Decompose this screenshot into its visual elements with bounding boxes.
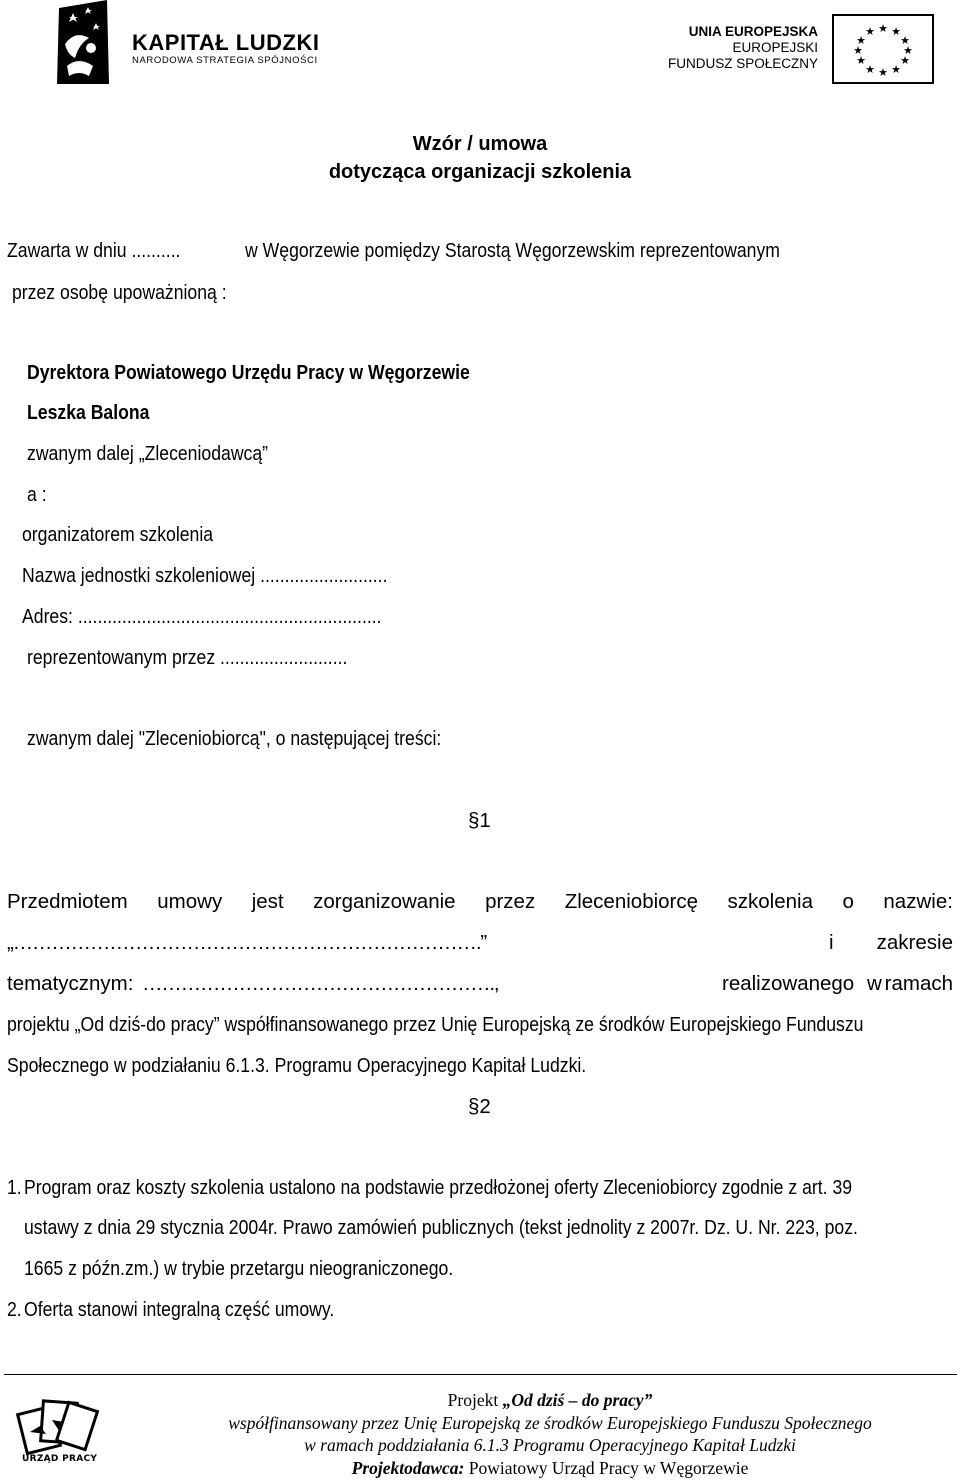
svg-text:★: ★ <box>900 34 910 47</box>
logo-right-line2: EUROPEJSKI <box>732 40 818 55</box>
logo-left-title: KAPITAŁ LUDZKI <box>132 30 320 55</box>
s1-word: tematycznym: <box>7 972 134 995</box>
section1-line3 <box>7 972 953 996</box>
organizer-label: organizatorem szkolenia <box>22 523 214 546</box>
title-line1: Wzór / umowa <box>412 133 548 155</box>
s1-word: w <box>867 972 882 995</box>
director-title: Dyrektora Powiatowego Urzędu Pracy w Węgorzewie <box>27 361 470 384</box>
footer-applicant-name: Powiatowy Urząd Pracy w Węgorzewie <box>464 1457 749 1478</box>
represented-field: reprezentowanym przez .......................... <box>27 646 348 669</box>
section1-heading: §1 <box>468 809 491 832</box>
section1-line2 <box>7 931 953 955</box>
s1-word: Przedmiotem <box>7 890 128 913</box>
document-title <box>0 130 960 186</box>
s1-word: ramach <box>884 972 953 995</box>
intro-authorized: przez osobę upoważnioną : <box>12 281 227 304</box>
unit-name-field: Nazwa jednostki szkoleniowej .......................... <box>22 564 388 587</box>
and-label: a : <box>27 483 47 506</box>
section1-line5: Społecznego w podziałaniu 6.1.3. Programu Operacyjnego Kapitał Ludzki. <box>7 1054 587 1077</box>
svg-text:★: ★ <box>853 44 863 57</box>
svg-text:★: ★ <box>878 22 888 35</box>
footer-applicant-label: Projektodawca: <box>351 1457 465 1478</box>
client-called: zwanym dalej „Zleceniodawcą” <box>27 442 269 465</box>
item2-text: Oferta stanowi integralną część umowy. <box>24 1298 335 1321</box>
s1-word: zakresie <box>876 931 953 954</box>
footer-line3: w ramach poddziałania 6.1.3 Programu Operacyjnego Kapitał Ludzki <box>304 1435 796 1455</box>
s1-word: nazwie: <box>883 890 953 913</box>
title-line2: dotycząca organizacji szkolenia <box>328 161 632 183</box>
address-field: Adres: .............................................................. <box>22 605 382 628</box>
kapital-ludzki-emblem-icon <box>55 0 111 86</box>
item1-line3: 1665 z późn.zm.) w trybie przetargu nieograniczonego. <box>24 1257 454 1280</box>
item1-number: 1. <box>7 1176 22 1199</box>
eu-flag-icon <box>832 14 934 84</box>
footer-line4 <box>160 1457 940 1480</box>
s1-word: jest <box>251 890 284 913</box>
footer-divider <box>4 1374 957 1375</box>
logo-right-line3: FUNDUSZ SPOŁECZNY <box>667 56 818 71</box>
footer-project-name: „Od dziś – do pracy” <box>502 1390 653 1410</box>
contractor-called: zwanym dalej "Zleceniobiorcą", o następującej treści: <box>27 727 442 750</box>
svg-text:★: ★ <box>878 66 888 79</box>
s1-word: realizowanego <box>722 972 855 995</box>
urzad-pracy-label: URZĄD PRACY <box>22 1454 98 1464</box>
logo-left-subtitle: NARODOWA STRATEGIA SPÓJNOŚCI <box>132 55 318 66</box>
thematic-scope-field: ………………………………………………., <box>142 972 499 995</box>
s1-word: Zleceniobiorcę <box>564 890 699 913</box>
urzad-pracy-logo <box>8 1392 104 1472</box>
s1-word: przez <box>485 890 536 913</box>
svg-text:★: ★ <box>856 54 866 67</box>
item1-line1: Program oraz koszty szkolenia ustalono na podstawie przedłożonej oferty Zleceniobiorcy zgodnie z art. 39 <box>24 1176 853 1199</box>
section2-heading: §2 <box>468 1095 491 1118</box>
footer-line1 <box>160 1389 940 1412</box>
s1-word: szkolenia <box>727 890 813 913</box>
s1-word: umowy <box>157 890 223 913</box>
item2-number: 2. <box>7 1298 22 1321</box>
svg-text:★: ★ <box>891 63 901 76</box>
urzad-pracy-cards-icon <box>8 1392 104 1456</box>
s1-word: o <box>842 890 854 913</box>
intro-parties: w Węgorzewie pomiędzy Starostą Węgorzewskim reprezentowanym <box>245 239 780 262</box>
eu-logo <box>667 14 936 84</box>
svg-text:★: ★ <box>856 34 866 47</box>
svg-text:★: ★ <box>865 25 875 38</box>
footer-line2: współfinansowany przez Unię Europejską ze środków Europejskiego Funduszu Społecznego <box>228 1412 872 1433</box>
logo-right-line1: UNIA EUROPEJSKA <box>688 24 818 39</box>
footer-project-info <box>160 1389 940 1479</box>
section1-line4: projektu „Od dziś-do pracy” współfinansowanego przez Unię Europejską ze środków Europejskiego Funduszu <box>7 1013 864 1036</box>
svg-text:★: ★ <box>891 25 901 38</box>
director-name: Leszka Balona <box>27 401 150 424</box>
svg-text:★: ★ <box>903 44 913 57</box>
s1-word: i <box>829 931 834 954</box>
section1-line1 <box>7 890 953 914</box>
item1-line2: ustawy z dnia 29 stycznia 2004r. Prawo zamówień publicznych (tekst jednolity z 2007r. Dz. U. Nr. 223, poz. <box>24 1216 858 1239</box>
svg-text:★: ★ <box>900 54 910 67</box>
svg-text:★: ★ <box>865 63 875 76</box>
footer-project-label: Projekt <box>447 1390 503 1410</box>
kapital-ludzki-logo <box>55 0 335 86</box>
course-name-field: „……………………………………………………………….” <box>7 931 486 954</box>
s1-word: zorganizowanie <box>313 890 456 913</box>
intro-date: Zawarta w dniu .......... <box>7 239 181 262</box>
